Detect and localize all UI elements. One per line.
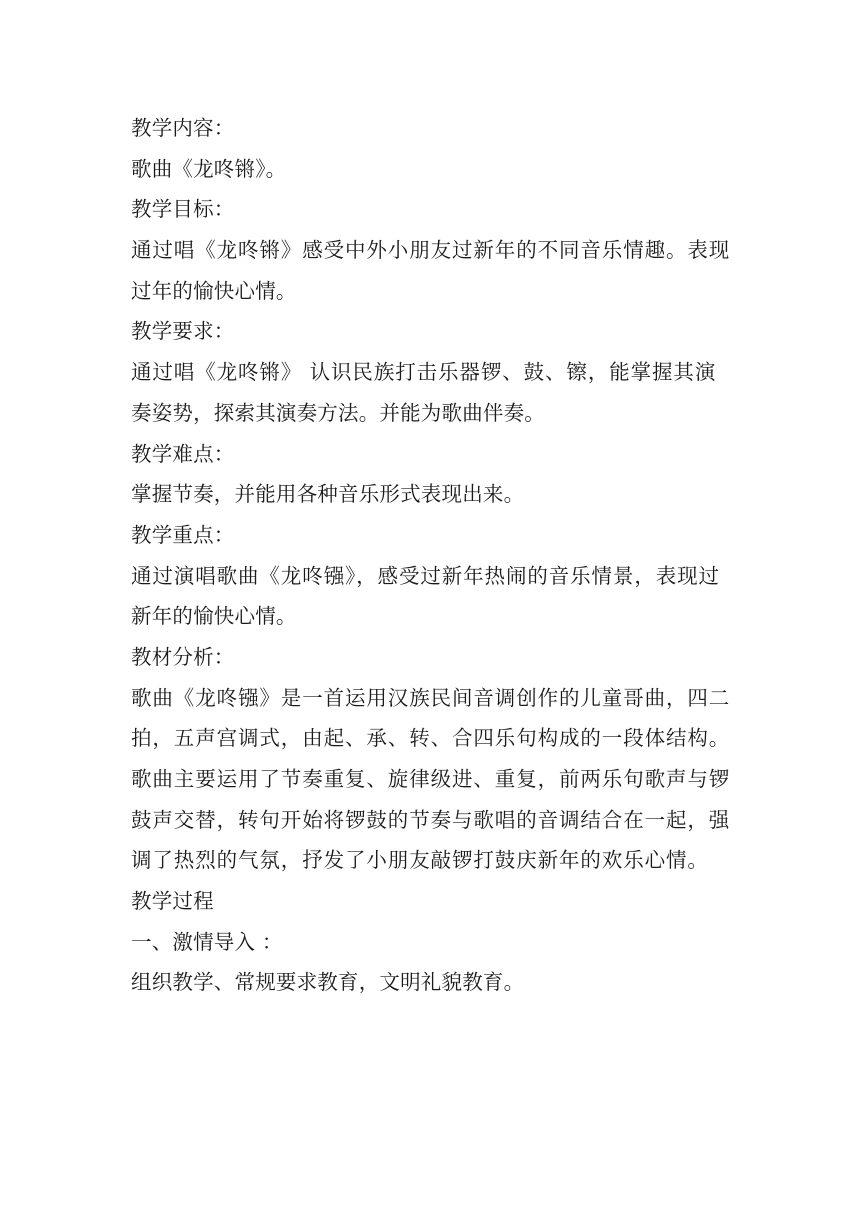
section-one-text: 组织教学、常规要求教育，文明礼貌教育。 <box>131 970 525 995</box>
teaching-difficulties-text: 掌握节奏，并能用各种音乐形式表现出来。 <box>131 482 525 507</box>
material-analysis-text-line-5: 调了热烈的气氛，抒发了小朋友敲锣打鼓庆新年的欢乐心情。 <box>131 848 709 873</box>
material-analysis-text-line-1: 歌曲《龙咚镪》是一首运用汉族民间音调创作的儿童哥曲，四二 <box>131 685 731 710</box>
heading-teaching-content: 教学内容： <box>131 116 235 140</box>
material-analysis-text-line-3: 歌曲主要运用了节奏重复、旋律级进、重复，前两乐句歌声与锣 <box>131 767 731 791</box>
document-page <box>131 108 731 1003</box>
material-analysis-text-line-2: 拍，五声宫调式，由起、承、转、合四乐句构成的一段体结构。 <box>131 726 731 751</box>
teaching-goals-text-line-1: 通过唱《龙咚锵》感受中外小朋友过新年的不同音乐情趣。表现 <box>131 238 731 263</box>
section-one-title: 一、激情导入 ： <box>131 929 283 954</box>
heading-teaching-requirements: 教学要求： <box>131 319 235 344</box>
heading-material-analysis: 教材分析： <box>131 644 235 669</box>
teaching-focus-text-line-2: 新年的愉快心情。 <box>131 604 297 629</box>
teaching-content-text: 歌曲《龙咚锵》。 <box>131 156 287 181</box>
heading-teaching-process: 教学过程 <box>131 889 214 914</box>
teaching-requirements-text-line-1: 通过唱《龙咚锵》 认识民族打击乐器锣、鼓、镲，能掌握其演 <box>131 360 717 385</box>
material-analysis-text-line-4: 鼓声交替，转句开始将锣鼓的节奏与歌唱的音调结合在一起，强 <box>131 807 731 832</box>
teaching-requirements-text-line-2: 奏姿势，探索其演奏方法。并能为歌曲伴奏。 <box>131 400 545 425</box>
heading-teaching-goals: 教学目标： <box>131 197 235 222</box>
heading-teaching-difficulties: 教学难点： <box>131 441 235 466</box>
teaching-goals-text-line-2: 过年的愉快心情。 <box>131 278 297 303</box>
teaching-focus-text-line-1: 通过演唱歌曲《龙咚镪》，感受过新年热闹的音乐情景，表现过 <box>131 563 720 588</box>
heading-teaching-focus: 教学重点： <box>131 522 235 547</box>
